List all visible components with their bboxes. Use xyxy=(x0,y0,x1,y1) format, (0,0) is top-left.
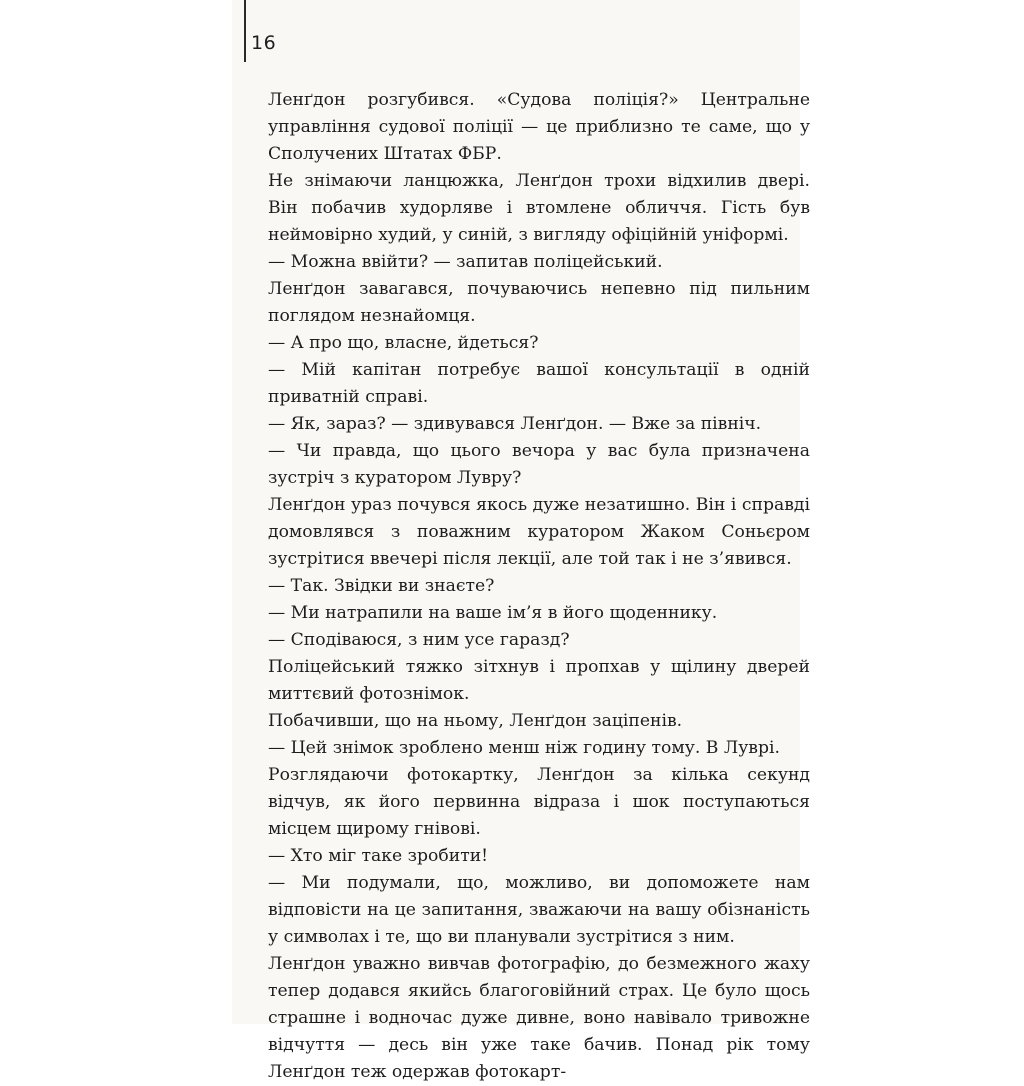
paragraph: — Ми подумали, що, можливо, ви допоможете нам відповісти на це запитання, зважаючи на вашу обізнаність у символах і те, що ви планували зустрітися з ним. xyxy=(268,873,810,947)
paragraph: — Ми натрапили на ваше ім’я в його щоденнику. xyxy=(268,603,718,623)
paragraph: — Так. Звідки ви знаєте? xyxy=(268,576,495,596)
paragraph: Розглядаючи фотокартку, Ленґдон за кілька секунд відчув, як його первинна відраза і шок поступаються місцем щирому гнівові. xyxy=(268,765,810,839)
paragraph: — Сподіваюся, з ним усе гаразд? xyxy=(268,630,570,650)
paragraph: — Як, зараз? — здивувався Ленґдон. — Вже за північ. xyxy=(268,414,762,434)
paragraph: Ленґдон розгубився. «Судова поліція?» Центральне управління судової поліції — це приблизно те саме, що у Сполучених Штатах ФБР. xyxy=(268,90,810,164)
paragraph: Не знімаючи ланцюжка, Ленґдон трохи відхилив двері. Він побачив худорляве і втомлене обличчя. Гість був неймовірно худий, у синій, з вигляду офіційній уніформі. xyxy=(268,171,810,245)
paragraph: — Хто міг таке зробити! xyxy=(268,846,489,866)
paragraph: Побачивши, що на ньому, Ленґдон заціпенів. xyxy=(268,711,683,731)
paragraph: Ленґдон завагався, почуваючись непевно під пильним поглядом незнайомця. xyxy=(268,279,810,326)
paragraph: — Цей знімок зроблено менш ніж годину тому. В Луврі. xyxy=(268,738,780,758)
header-rule xyxy=(244,0,246,62)
paragraph: — Чи правда, що цього вечора у вас була призначена зустріч з куратором Лувру? xyxy=(268,441,810,488)
paragraph: Ленґдон ураз почувся якось дуже незатишно. Він і справді домовлявся з поважним куратором Жаком Соньєром зустрітися ввечері після лекції, але той так і не з’явився. xyxy=(268,495,810,569)
body-text xyxy=(268,87,810,1086)
paragraph: — Можна ввійти? — запитав поліцейський. xyxy=(268,252,663,272)
paragraph: Ленґдон уважно вивчав фотографію, до безмежного жаху тепер додався якийсь благоговійний страх. Це було щось страшне і водночас дуже дивне, воно навівало тривожне відчуття — десь він уже таке бачив. Понад рік тому Ленґдон теж одержав фотокарт- xyxy=(268,954,810,1082)
paragraph: — Мій капітан потребує вашої консультації в одній приватній справі. xyxy=(268,360,810,407)
paragraph: Поліцейський тяжко зітхнув і пропхав у щілину дверей миттєвий фотознімок. xyxy=(268,657,810,704)
paragraph: — А про що, власне, йдеться? xyxy=(268,333,539,353)
page-number: 16 xyxy=(251,32,277,54)
